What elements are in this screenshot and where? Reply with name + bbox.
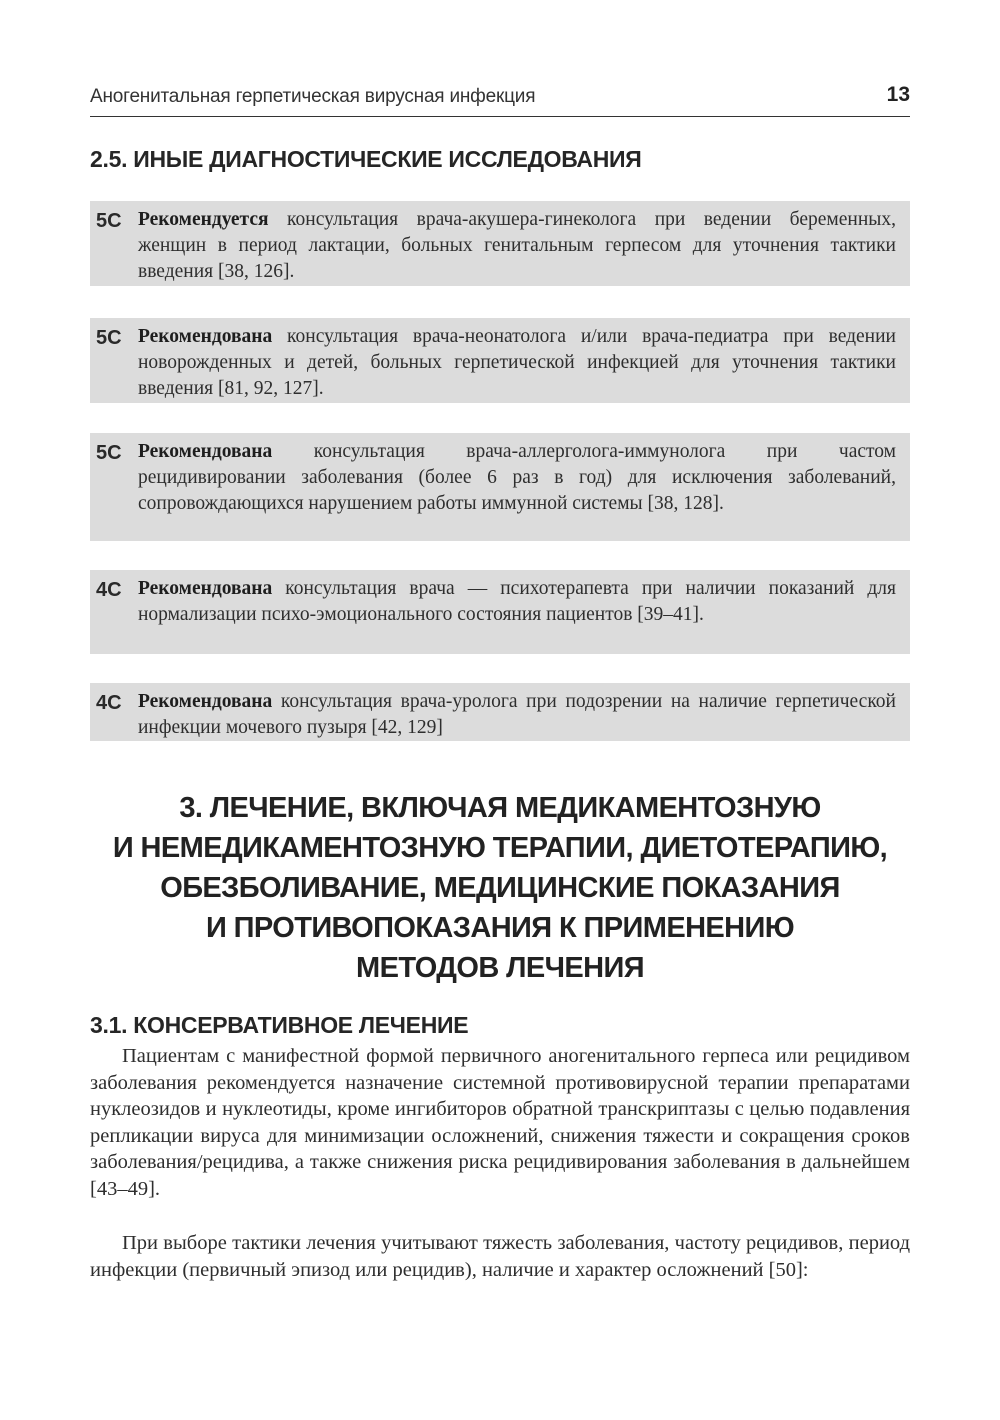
recommendation-body: консультация врача-аллерголога-иммунолога при частом рецидивировании заболевания (более 6 раз в год) для исключения заболеваний, сопровождающихся нарушением работы иммунной системы [38, 128]. bbox=[138, 441, 896, 514]
recommendation-body: консультация врача-акушера-гинеколога при ведении беременных, женщин в период лактации, больных генитальным герпесом для уточнения тактики введения [38, 126]. bbox=[138, 209, 896, 282]
evidence-grade: 5С bbox=[96, 210, 122, 232]
body-paragraph: Пациентам с манифестной формой первичного аногенитального герпеса или рецидивом заболевания рекомендуется назначение системной противовирусной терапии препаратами нуклеозидов и нуклеотиды, кроме ингибиторов обратной транскриптазы с целью подавления репликации вируса для минимизации осложнений, снижения тяжести и сокращения сроков заболевания/рецидива, а также снижения риска рецидивирования заболевания в дальнейшем [43–49]. bbox=[90, 1045, 910, 1200]
section-3-1-heading: 3.1. КОНСЕРВАТИВНОЕ ЛЕЧЕНИЕ bbox=[90, 1012, 469, 1038]
recommendation-box bbox=[90, 683, 910, 741]
recommendation-body: консультация врача-уролога при подозрении на наличие герпетической инфекции мочевого пузыря [42, 129] bbox=[138, 691, 896, 738]
recommendation-box bbox=[90, 433, 910, 541]
recommendation-box bbox=[90, 201, 910, 286]
recommendation-body: консультация врача-неонатолога и/или врача-педиатра при ведении новорожденных и детей, больных герпетической инфекцией для уточнения тактики введения [81, 92, 127]. bbox=[138, 326, 896, 399]
recommendation-keyword: Рекомендована bbox=[138, 441, 273, 462]
heading-line: 3. ЛЕЧЕНИЕ, ВКЛЮЧАЯ МЕДИКАМЕНТОЗНУЮ bbox=[179, 792, 821, 824]
evidence-grade: 5С bbox=[96, 327, 122, 349]
heading-line: ОБЕЗБОЛИВАНИЕ, МЕДИЦИНСКИЕ ПОКАЗАНИЯ bbox=[160, 872, 840, 904]
recommendation-text bbox=[138, 576, 896, 628]
body-paragraph: При выборе тактики лечения учитывают тяжесть заболевания, частоту рецидивов, период инфекции (первичный эпизод или рецидив), наличие и характер осложнений [50]: bbox=[90, 1232, 910, 1281]
recommendation-text bbox=[138, 689, 896, 741]
evidence-grade: 5С bbox=[96, 442, 122, 464]
heading-line: И НЕМЕДИКАМЕНТОЗНУЮ ТЕРАПИИ, ДИЕТОТЕРАПИЮ, bbox=[112, 832, 888, 864]
recommendation-keyword: Рекомендована bbox=[138, 326, 273, 347]
recommendation-keyword: Рекомендуется bbox=[138, 209, 269, 230]
heading-line: МЕТОДОВ ЛЕЧЕНИЯ bbox=[356, 952, 644, 984]
running-header bbox=[90, 82, 910, 117]
recommendation-text bbox=[138, 207, 896, 285]
recommendation-keyword: Рекомендована bbox=[138, 691, 273, 712]
evidence-grade: 4С bbox=[96, 692, 122, 714]
recommendation-text bbox=[138, 324, 896, 402]
evidence-grade: 4С bbox=[96, 579, 122, 601]
recommendation-keyword: Рекомендована bbox=[138, 578, 273, 599]
recommendation-box bbox=[90, 570, 910, 654]
section-3-heading bbox=[90, 788, 910, 988]
running-title: Аногенитальная герпетическая вирусная инфекция bbox=[90, 86, 536, 107]
recommendation-text bbox=[138, 439, 896, 517]
section-2-5-heading: 2.5. ИНЫЕ ДИАГНОСТИЧЕСКИЕ ИССЛЕДОВАНИЯ bbox=[90, 146, 642, 172]
recommendation-body: консультация врача — психотерапевта при наличии показаний для нормализации психо-эмоционального состояния пациентов [39–41]. bbox=[138, 578, 896, 625]
heading-line: И ПРОТИВОПОКАЗАНИЯ К ПРИМЕНЕНИЮ bbox=[205, 912, 795, 944]
recommendation-box bbox=[90, 318, 910, 403]
page-number: 13 bbox=[886, 83, 910, 106]
